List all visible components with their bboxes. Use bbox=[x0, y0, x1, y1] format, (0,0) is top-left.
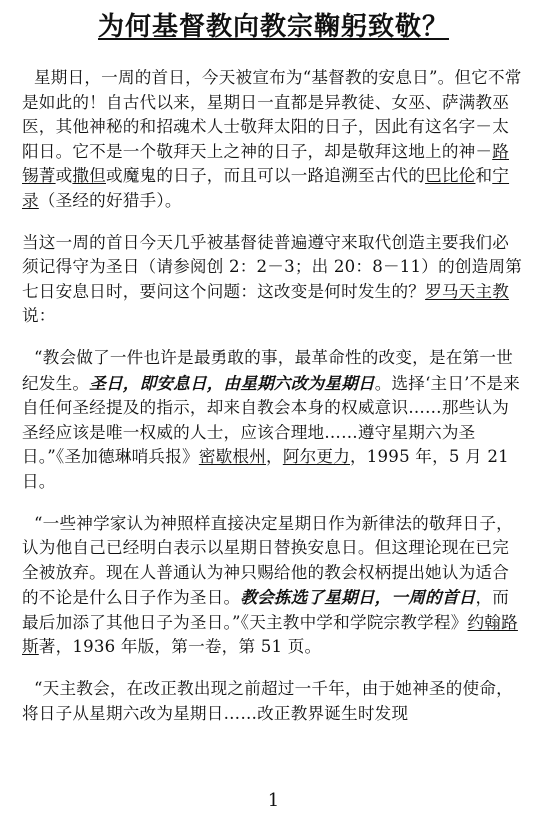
page-number: 1 bbox=[267, 790, 280, 811]
text: 著，1936 年版，第一卷，第 51 页。 bbox=[38, 637, 322, 657]
text: ， bbox=[266, 447, 283, 467]
emphasis-text: 圣日，即安息日，由星期六改为星期日 bbox=[89, 372, 375, 393]
paragraph-1 bbox=[22, 66, 525, 214]
link-nimrod[interactable]: 宁录 bbox=[22, 166, 510, 210]
text: 或魔鬼的日子，而且可以一路追溯至古代的 bbox=[105, 166, 426, 186]
page-title: 为何基督教向教宗鞠躬致敬？ bbox=[97, 12, 449, 42]
link-algonac[interactable]: 阿尔更力 bbox=[282, 447, 350, 467]
text: 。选择‘主日’不是来自任何圣经提及的指示，却来自教会本身的权威意识……那些认为圣经应该是唯一权威的人士，应该合理地……遵守星期六为圣日。”《圣加德琳哨兵报》 bbox=[22, 373, 520, 467]
paragraph-2 bbox=[22, 231, 525, 329]
text: “一些神学家认为神照样直接决定星期日作为新律法的敬拜日子，认为他自己已经明白表示以星期日替换安息日。但这理论现在已完全被放弃。现在人普通认为神只赐给他的教会权柄提出她认为适合的不论是什么日子作为圣日。 bbox=[22, 513, 513, 608]
link-roman-catholic[interactable]: 罗马天主教 bbox=[425, 281, 510, 301]
paragraph-4-quote bbox=[22, 512, 525, 661]
text: （圣经的好猎手）。 bbox=[38, 190, 182, 210]
link-lucifer[interactable]: 路锡菁 bbox=[22, 141, 510, 186]
link-babylon[interactable]: 巴比伦 bbox=[425, 166, 476, 186]
text: 和 bbox=[475, 166, 493, 186]
text: 说： bbox=[22, 306, 56, 326]
link-satan[interactable]: 撒但 bbox=[72, 166, 106, 186]
text: “天主教会，在改正教出现之前超过一千年，由于她神圣的使命，将日子从星期六改为星期日……改正教界诞生时发现 bbox=[22, 679, 513, 723]
text: 星期日，一周的首日，今天被宣布为“基督教的安息日”。但它不常是如此的！自古代以来，星期日一直都是异教徒、女巫、萨满教巫医，其他神秘的和招魂术人士敬拜太阳的日子，因此有这名字－太阳日。它不是一个敬拜天上之神的日子，却是敬拜这地上的神－ bbox=[22, 68, 522, 161]
text: 当这一周的首日今天几乎被基督徒普遍遵守来取代创造主要我们必须记得守为圣日（请参阅创 2：2－3；出 20：8－11）的创造周第七日安息日时，要问这个问题：这改变是何时发生的？ bbox=[22, 232, 523, 301]
paragraph-3-quote bbox=[22, 346, 525, 495]
link-john-laux[interactable]: 约翰路斯 bbox=[22, 612, 518, 657]
link-michigan[interactable]: 密歇根州 bbox=[198, 447, 267, 467]
text: “教会做了一件也许是最勇敢的事，最革命性的改变，是在第一世纪发生。 bbox=[22, 347, 513, 393]
text: ，1995 年，5 月 21 日。 bbox=[22, 447, 509, 491]
paragraph-5-quote bbox=[22, 677, 525, 726]
emphasis-text: 教会拣选了星期日，一周的首日 bbox=[240, 587, 476, 608]
text: ，而最后加添了其他日子为圣日。”《天主教中学和学院宗教学程》 bbox=[22, 588, 510, 632]
text: 或 bbox=[55, 166, 73, 186]
